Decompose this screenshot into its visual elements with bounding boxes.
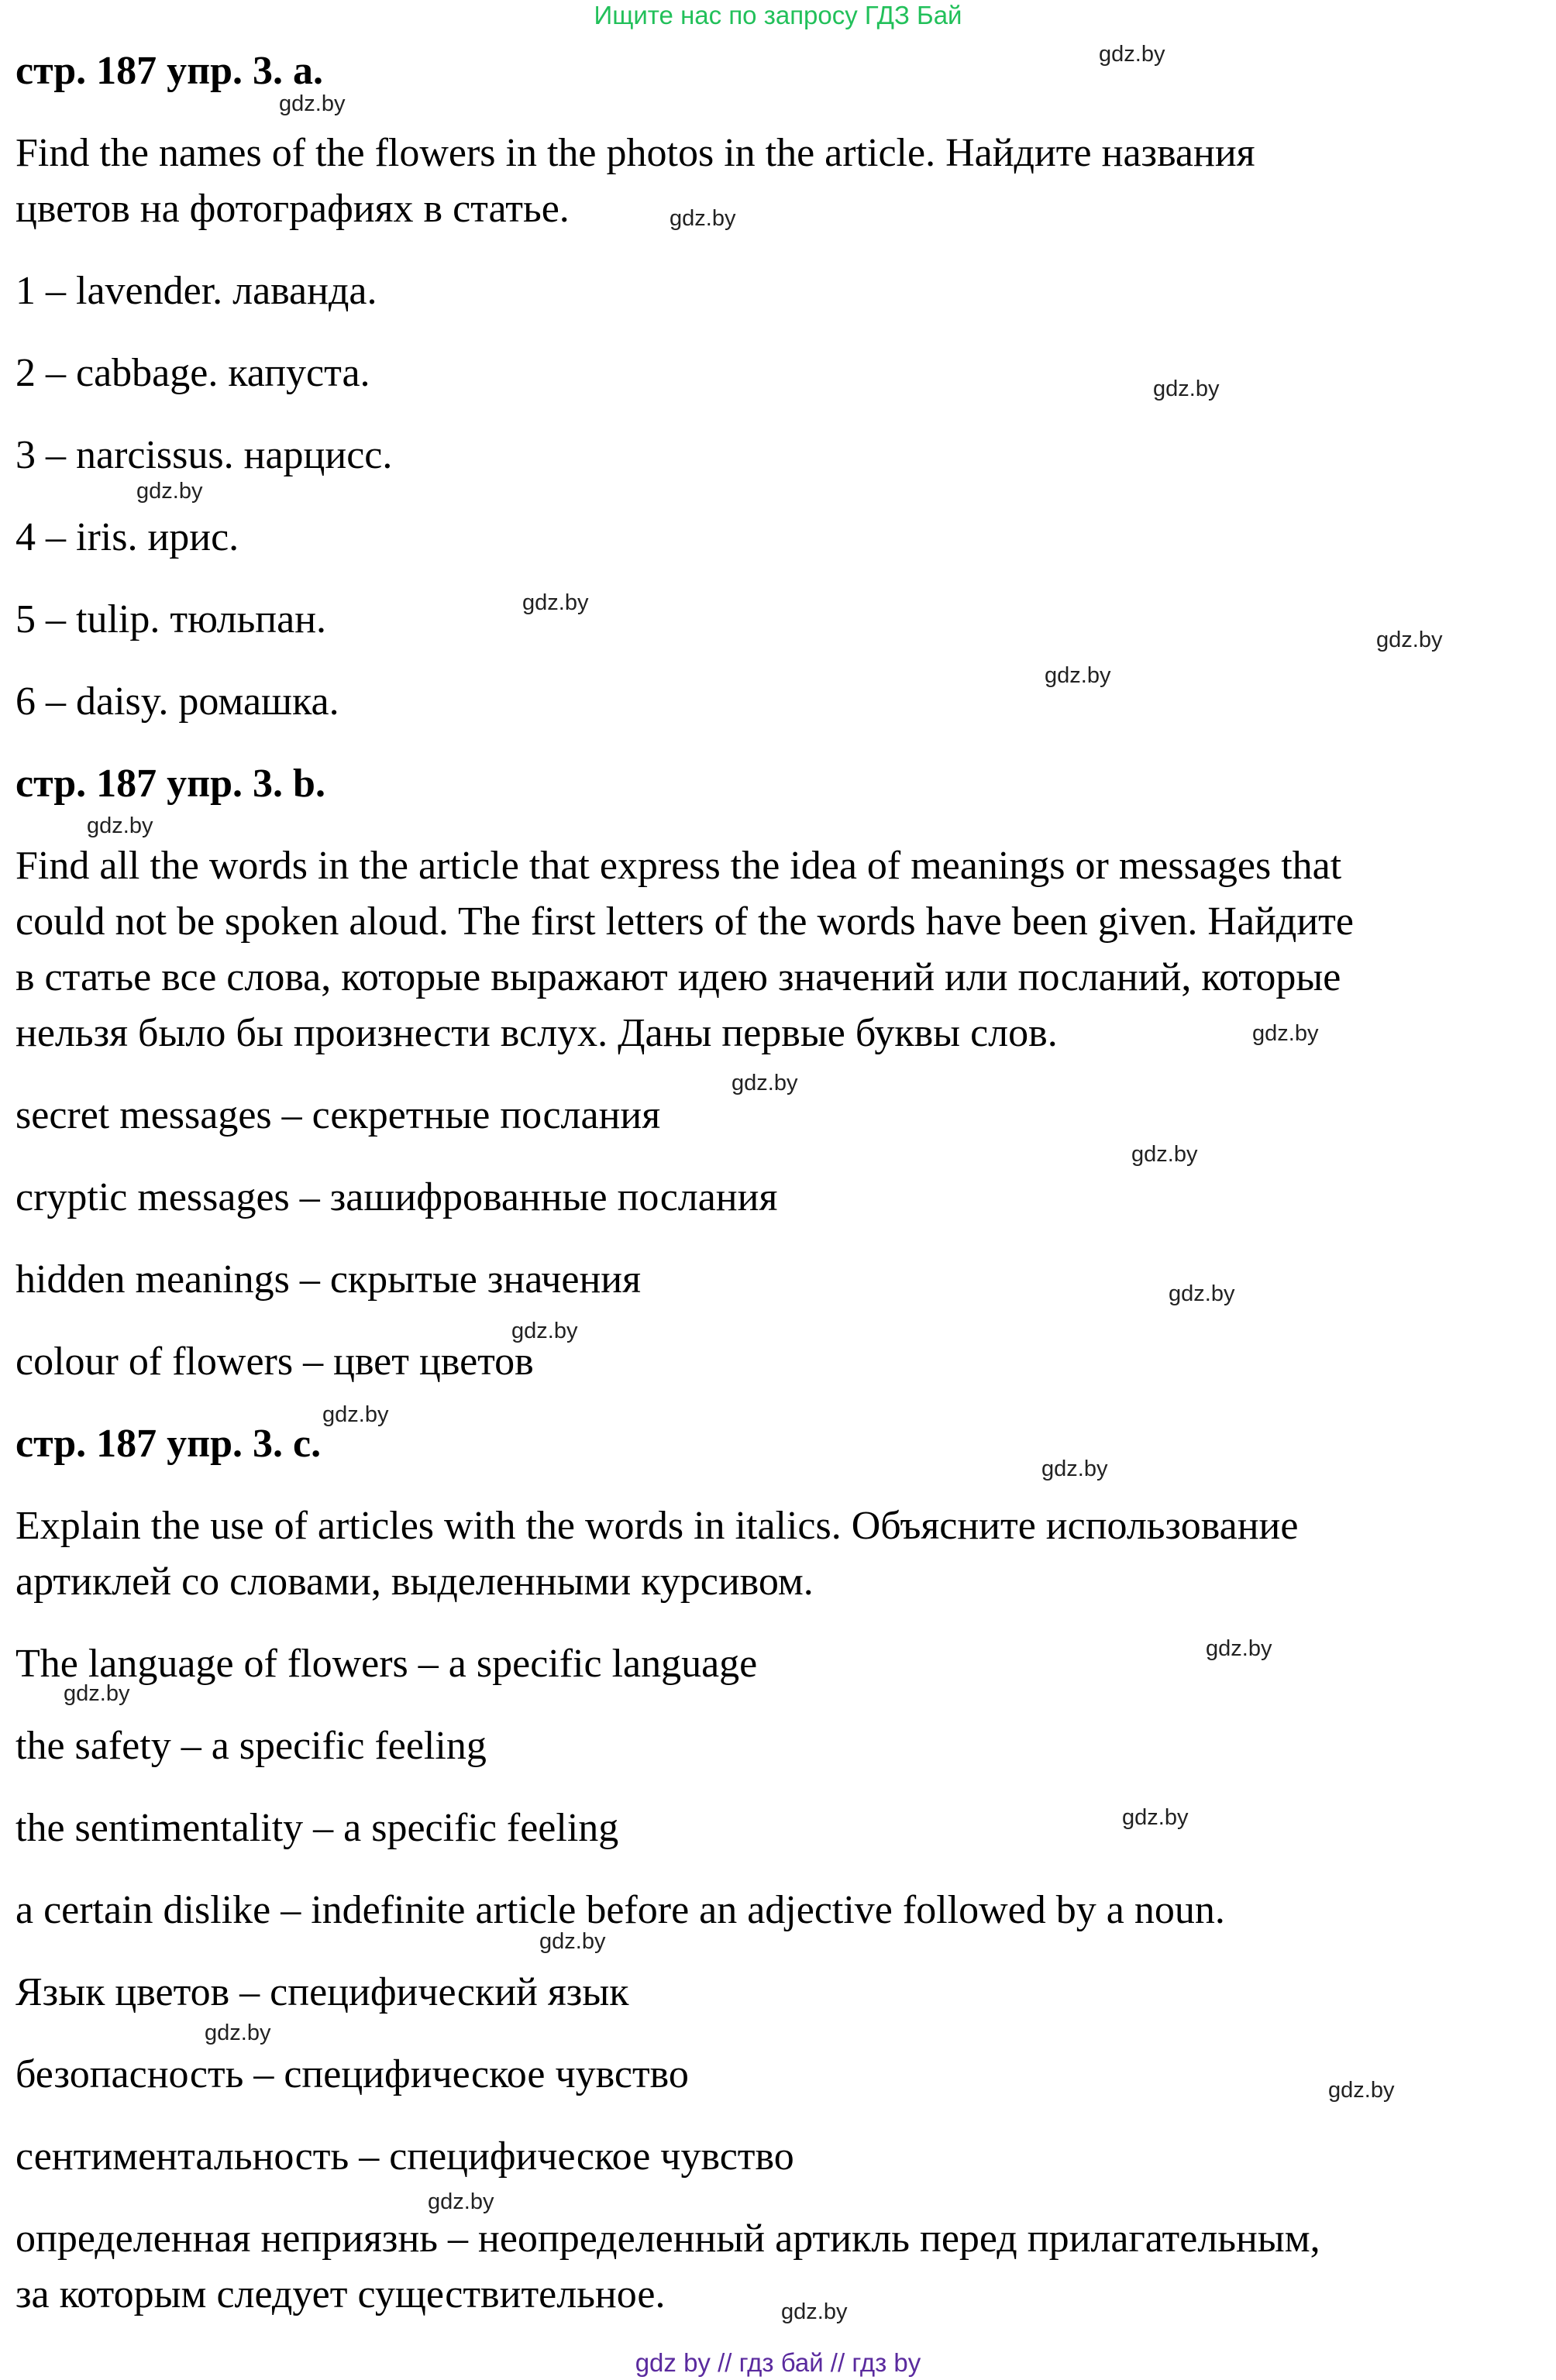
section-b-answer-3: hidden meanings – скрытые значения — [15, 1257, 642, 1302]
section-a-answer-2: 2 – cabbage. капуста. — [15, 351, 370, 395]
watermark: gdz.by — [1153, 377, 1220, 401]
watermark: gdz.by — [670, 206, 736, 231]
watermark: gdz.by — [1169, 1281, 1235, 1306]
watermark: gdz.by — [205, 2021, 271, 2045]
section-a-answer-3: 3 – narcissus. нарцисс. — [15, 433, 393, 477]
watermark: gdz.by — [539, 1929, 606, 1954]
watermark: gdz.by — [1252, 1021, 1319, 1046]
section-a-heading: стр. 187 упр. 3. a. — [15, 49, 324, 93]
section-c-answer-1: The language of flowers – a specific language — [15, 1642, 758, 1686]
watermark: gdz.by — [279, 91, 346, 116]
watermark: gdz.by — [1045, 663, 1111, 688]
watermark: gdz.by — [136, 479, 203, 504]
section-a-task-line-1: Find the names of the flowers in the photos in the article. Найдите названия — [15, 131, 1255, 175]
watermark: gdz.by — [428, 2189, 494, 2214]
section-a-answer-1: 1 – lavender. лаванда. — [15, 269, 377, 313]
watermark: gdz.by — [1099, 42, 1165, 67]
section-c-answer-2: the safety – a specific feeling — [15, 1724, 487, 1768]
section-c-answer-4: a certain dislike – indefinite article before an adjective followed by a noun. — [15, 1888, 1225, 1932]
watermark: gdz.by — [522, 590, 589, 615]
search-hint-link[interactable]: Ищите нас по запросу ГДЗ Бай — [594, 1, 962, 29]
watermark: gdz.by — [781, 2299, 848, 2324]
section-a-task-line-2: цветов на фотографиях в статье. — [15, 187, 570, 231]
section-c-answer-9: за которым следует существительное. — [15, 2272, 666, 2316]
watermark: gdz.by — [1328, 2078, 1395, 2103]
section-b-answer-1: secret messages – секретные послания — [15, 1093, 661, 1137]
section-b-heading: стр. 187 упр. 3. b. — [15, 762, 325, 806]
section-b-task-line-2: could not be spoken aloud. The first letters of the words have been given. Найдите — [15, 899, 1354, 944]
section-b-task-line-1: Find all the words in the article that express the idea of meanings or messages that — [15, 844, 1342, 888]
section-a-answer-6: 6 – daisy. ромашка. — [15, 679, 339, 724]
watermark: gdz.by — [1376, 628, 1443, 652]
section-c-task-line-1: Explain the use of articles with the words in italics. Объясните использование — [15, 1504, 1299, 1548]
watermark: gdz.by — [87, 813, 153, 838]
section-b-task-line-3: в статье все слова, которые выражают идею значений или посланий, которые — [15, 955, 1341, 999]
footer-links[interactable]: gdz by // гдз бай // гдз by — [635, 2348, 921, 2377]
section-a-answer-5: 5 – tulip. тюльпан. — [15, 597, 327, 641]
section-c-answer-3: the sentimentality – a specific feeling — [15, 1806, 619, 1850]
section-a-answer-4: 4 – iris. ирис. — [15, 515, 239, 559]
watermark: gdz.by — [322, 1402, 389, 1427]
watermark: gdz.by — [1131, 1142, 1198, 1167]
section-c-answer-6: безопасность – специфическое чувство — [15, 2052, 689, 2096]
section-c-task-line-2: артиклей со словами, выделенными курсивом. — [15, 1560, 814, 1604]
watermark: gdz.by — [1122, 1805, 1189, 1830]
section-c-heading: стр. 187 упр. 3. c. — [15, 1422, 322, 1466]
section-b-task-line-4: нельзя было бы произнести вслух. Даны первые буквы слов. — [15, 1011, 1058, 1055]
watermark: gdz.by — [732, 1071, 798, 1095]
section-c-answer-8: определенная неприязнь – неопределенный артикль перед прилагательным, — [15, 2217, 1320, 2261]
watermark: gdz.by — [1041, 1457, 1108, 1481]
section-c-answer-7: сентиментальность – специфическое чувство — [15, 2134, 794, 2179]
section-b-answer-4: colour of flowers – цвет цветов — [15, 1340, 534, 1384]
watermark: gdz.by — [511, 1319, 578, 1343]
section-b-answer-2: cryptic messages – зашифрованные послания — [15, 1175, 778, 1219]
section-c-answer-5: Язык цветов – специфический язык — [15, 1970, 629, 2014]
watermark: gdz.by — [1206, 1636, 1272, 1661]
watermark: gdz.by — [64, 1681, 130, 1706]
